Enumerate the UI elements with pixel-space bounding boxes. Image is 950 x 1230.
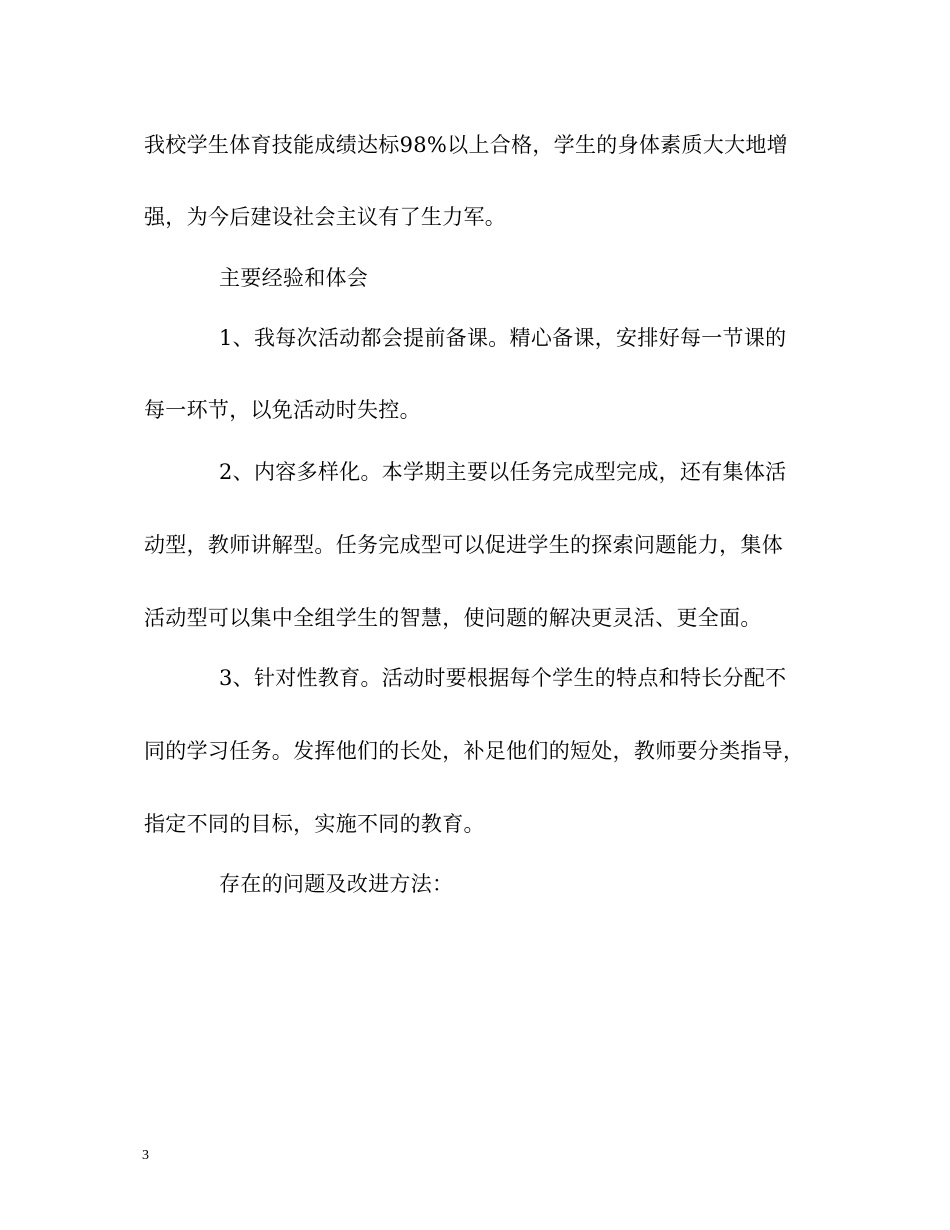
text-line-point-3: 3、针对性教育。活动时要根据每个学生的特点和特长分配不: [219, 666, 787, 690]
text-line-1: 我校学生体育技能成绩达标98%以上合格，学生的身体素质大大地增: [144, 133, 788, 157]
text-line-5: 每一环节，以免活动时失控。: [144, 398, 421, 422]
section-heading-problems: 存在的问题及改进方法：: [219, 872, 454, 896]
text-line-11: 指定不同的目标，实施不同的教育。: [144, 812, 485, 836]
text-line-10: 同的学习任务。发挥他们的长处，补足他们的短处，教师要分类指导，: [144, 739, 805, 763]
page-number: 3: [142, 1148, 149, 1163]
section-heading-experience: 主要经验和体会: [219, 266, 369, 290]
text-line-point-1: 1、我每次活动都会提前备课。精心备课，安排好每一节课的: [219, 326, 787, 350]
text-line-7: 动型，教师讲解型。任务完成型可以促进学生的探索问题能力，集体: [144, 533, 783, 557]
text-line-2: 强，为今后建设社会主议有了生力军。: [144, 205, 507, 229]
text-line-point-2: 2、内容多样化。本学期主要以任务完成型完成，还有集体活: [219, 460, 787, 484]
text-line-8: 活动型可以集中全组学生的智慧，使问题的解决更灵活、更全面。: [144, 606, 762, 630]
